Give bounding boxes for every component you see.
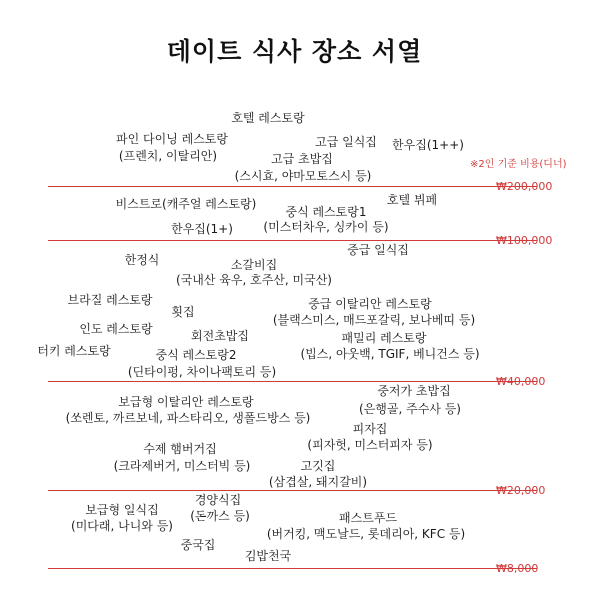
place-label: 중식 레스토랑1 [285,205,367,219]
place-label: 한우집(1++) [392,138,464,152]
tier-line-20000 [48,490,537,491]
tier-label-200000: ₩200,000 [496,180,553,193]
place-label: 고급 일식집 [315,135,377,149]
place-label: (버거킹, 맥도날드, 롯데리아, KFC 등) [266,527,466,541]
place-label: 패스트푸드 [339,511,397,525]
place-label: (삼겹살, 돼지갈비) [268,475,368,489]
place-label: 비스트로(캐주얼 레스토랑) [115,197,257,211]
place-label: 고급 초밥집 [271,152,333,166]
place-label: 패밀리 레스토랑 [341,331,427,345]
place-label: 중저가 초밥집 [377,384,451,398]
place-label: 인도 레스토랑 [79,322,153,336]
place-label: 고깃집 [300,459,336,473]
place-label: 브라질 레스토랑 [67,293,153,307]
place-label: (은행골, 주수사 등) [359,402,461,416]
place-label: 경양식집 [194,493,242,507]
place-label: 중급 일식집 [347,243,409,257]
tier-label-20000: ₩20,000 [496,484,546,497]
place-label: 중국집 [180,538,216,552]
tier-line-8000 [48,568,537,569]
place-label: 중급 이탈리안 레스토랑 [308,297,432,311]
place-label: 터키 레스토랑 [37,344,111,358]
place-label: 보급형 이탈리안 레스토랑 [118,395,254,409]
place-label: (크라제버거, 미스터빅 등) [113,459,251,473]
tier-label-8000: ₩8,000 [496,562,539,575]
place-label: 한우집(1+) [171,222,233,236]
place-label: 파인 다이닝 레스토랑 [116,132,228,146]
tier-line-200000 [48,186,537,187]
place-label: 수제 햄버거집 [143,442,217,456]
place-label: (쏘렌토, 까르보네, 파스타리오, 생폴드방스 등) [65,411,311,425]
place-label: 호텔 레스토랑 [231,111,305,125]
place-label: (딘타이펑, 차이나팩토리 등) [127,365,277,379]
place-label: (돈까스 등) [190,509,250,523]
place-label: (빕스, 아웃백, TGIF, 베니건스 등) [300,347,480,361]
place-label: (미스터차우, 싱카이 등) [263,220,389,234]
place-label: 보급형 일식집 [85,503,159,517]
place-label: (스시효, 야마모토스시 등) [234,169,372,183]
place-label: 호텔 뷔페 [386,193,438,207]
place-label: (국내산 육우, 호주산, 미국산) [176,273,332,287]
place-label: 회전초밥집 [191,329,249,343]
place-label: 피자집 [352,422,388,436]
place-label: 소갈비집 [230,258,278,272]
place-label: (미다래, 나니와 등) [71,519,173,533]
place-label: (블랙스미스, 매드포갈릭, 보나베띠 등) [272,313,476,327]
place-label: 중식 레스토랑2 [155,348,237,362]
tier-label-100000: ₩100,000 [496,234,553,247]
place-label: (프렌치, 이탈리안) [118,149,218,163]
page-title: 데이트 식사 장소 서열 [166,37,423,66]
place-label: (피자헛, 미스터피자 등) [307,438,433,452]
tier-line-40000 [48,381,537,382]
place-label: 김밥천국 [244,549,292,563]
tier-label-40000: ₩40,000 [496,375,546,388]
place-label: 횟집 [171,305,195,319]
place-label: 한정식 [124,253,160,267]
tier-line-100000 [48,240,537,241]
cost-note: ※2인 기준 비용(디너) [470,159,567,170]
